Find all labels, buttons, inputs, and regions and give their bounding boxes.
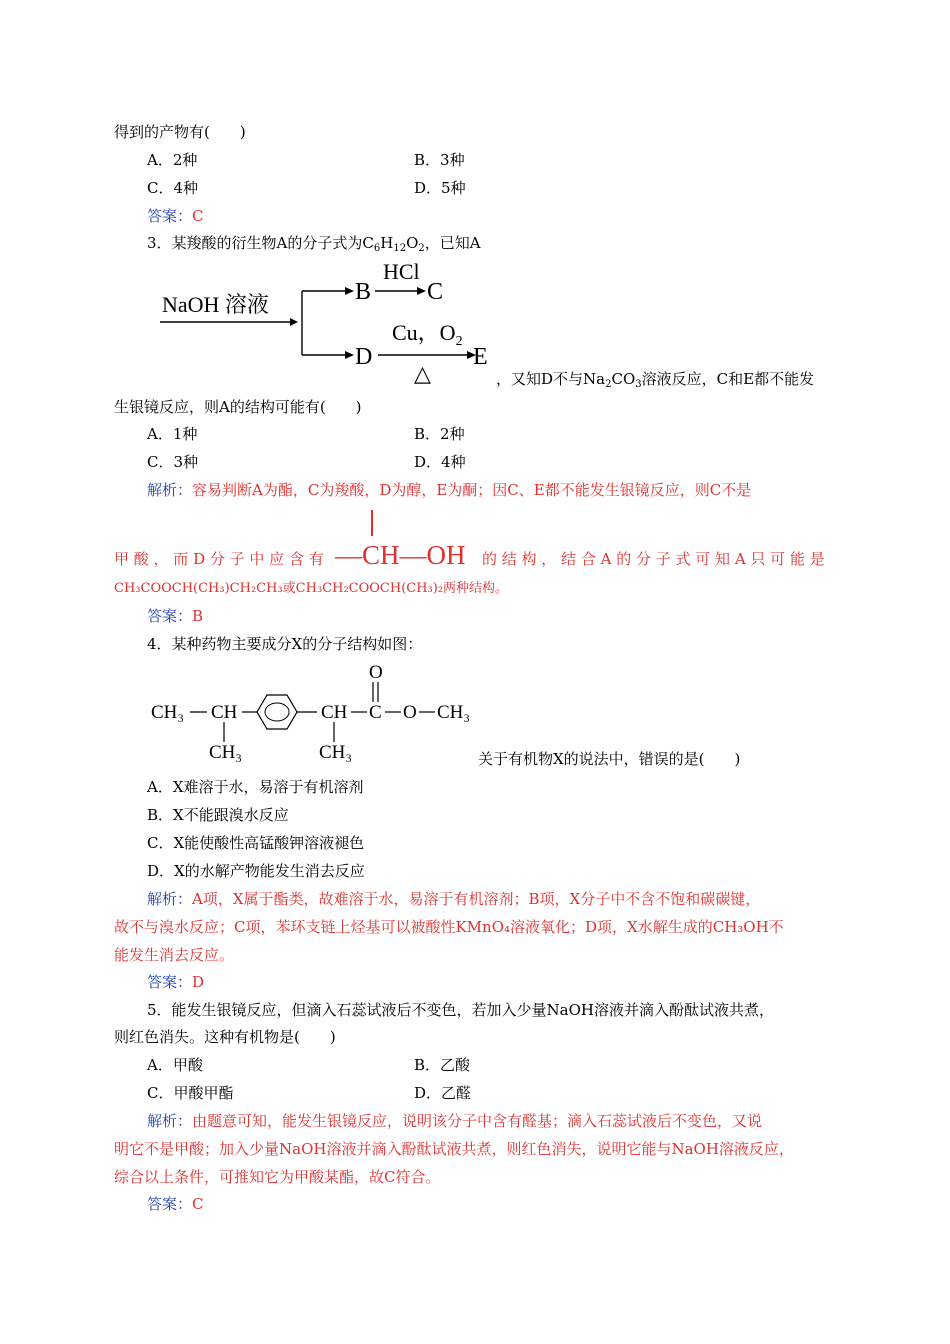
q5-stem-line2: 则红色消失。这种有机物是( ) — [114, 1028, 336, 1046]
q4-option-a: A．X难溶于水，易溶于有机溶剂 — [147, 778, 364, 796]
scheme-reagent-naoh: NaOH 溶液 — [162, 292, 269, 317]
scheme-cu-o2: Cu，$O_2$ — [392, 320, 463, 349]
svg-text:CH: CH — [321, 702, 348, 723]
q2-option-b: B．3种 — [414, 151, 465, 169]
scheme-e: E — [473, 344, 488, 370]
q2-stem: 得到的产物有( ) — [114, 123, 246, 141]
q3-reaction-scheme — [150, 256, 500, 388]
q4-question: 关于有机物X的说法中，错误的是( ) — [478, 750, 741, 768]
heat-symbol: △ — [414, 361, 431, 386]
scheme-d: D — [355, 344, 373, 370]
q5-option-d: D．乙醛 — [414, 1084, 472, 1102]
q3-stem-cont1: ，又知D不与$Na_2CO_3$溶液反应，C和E都不能发 — [496, 370, 815, 390]
scheme-c: C — [427, 279, 444, 305]
q2-option-a: A．2种 — [147, 151, 198, 169]
q4-answer: 答案：D — [147, 973, 205, 991]
svg-text:CH: CH — [211, 702, 238, 723]
q3-option-d: D．4种 — [414, 453, 466, 471]
q3-analysis-line3: CH₃COOCH(CH₃)CH₂CH₃或CH₃CH₂COOCH(CH₃)₂两种结构。 — [114, 581, 509, 596]
q4-structure-x — [145, 660, 485, 770]
q3-stem-cont2: 生银镜反应，则A的结构可能有( ) — [114, 398, 362, 416]
answer-label: 答案： — [147, 207, 193, 225]
answer-value: C — [192, 207, 204, 225]
q4-analysis-line2: 故不与溴水反应；C项，苯环支链上烃基可以被酸性KMnO₄溶液氧化；D项，X水解生成的CH₃OH不 — [114, 918, 784, 936]
q3-option-c: C．3种 — [147, 453, 199, 471]
q4-stem: 4．某种药物主要成分X的分子结构如图： — [147, 635, 423, 653]
q4-option-c: C．X能使酸性高锰酸钾溶液褪色 — [147, 834, 365, 852]
q2-option-c: C．4种 — [147, 179, 199, 197]
svg-text:CH₃: CH₃ — [151, 702, 185, 723]
q3-stem: 3．某羧酸的衍生物A的分子式为$C_6H_{12}O_2$，已知A — [147, 234, 481, 254]
q3-analysis-line2b: 的 结 构 ， 结 合 A 的 分 子 式 可 知 A 只 可 能 是 — [482, 550, 825, 568]
q5-answer: 答案：C — [147, 1195, 204, 1213]
q5-analysis-line1: 解析：由题意可知，能发生银镜反应，说明该分子中含有醛基；滴入石蕊试液后不变色，又说 — [147, 1112, 763, 1130]
scheme-hcl: HCl — [383, 259, 420, 284]
svg-text:O: O — [369, 662, 383, 683]
q5-option-a: A．甲酸 — [147, 1056, 203, 1074]
q3-option-b: B．2种 — [414, 425, 465, 443]
q4-option-b: B．X不能跟溴水反应 — [147, 806, 289, 824]
q3-answer: 答案：B — [147, 607, 204, 625]
svg-text:C: C — [369, 702, 382, 723]
svg-text:CH₃: CH₃ — [319, 742, 353, 763]
q5-analysis-line3: 综合以上条件，可推知它为甲酸某酯，故C符合。 — [114, 1168, 441, 1186]
q4-analysis-line1: 解析：A项，X属于酯类，故难溶于水，易溶于有机溶剂；B项，X分子中不含不饱和碳碳键， — [147, 890, 761, 908]
scheme-b: B — [355, 279, 372, 305]
q4-analysis-line3: 能发生消去反应。 — [114, 946, 235, 964]
bond-vertical — [371, 510, 373, 536]
q5-option-b: B．乙酸 — [414, 1056, 471, 1074]
q5-stem-line1: 5．能发生银镜反应，但滴入石蕊试液后不变色，若加入少量NaOH溶液并滴入酚酞试液共煮， — [147, 1001, 774, 1019]
svg-text:CH₃: CH₃ — [209, 742, 243, 763]
ch-oh-group: —CH—OH — [335, 540, 466, 570]
q3-analysis-line2a: 甲 酸 ， 而 D 分 子 中 应 含 有 — [114, 550, 324, 568]
q3-option-a: A．1种 — [147, 425, 198, 443]
q3-analysis-line1: 解析：容易判断A为酯，C为羧酸，D为醇，E为酮；因C、E都不能发生银镜反应，则C不是 — [147, 481, 752, 499]
svg-text:CH₃: CH₃ — [437, 702, 471, 723]
q2-option-d: D．5种 — [414, 179, 466, 197]
svg-text:O: O — [403, 702, 417, 723]
q5-option-c: C．甲酸甲酯 — [147, 1084, 234, 1102]
q4-option-d: D．X的水解产物能发生消去反应 — [147, 862, 365, 880]
q2-answer — [147, 206, 204, 226]
q5-analysis-line2: 明它不是甲酸；加入少量NaOH溶液并滴入酚酞试液共煮，则红色消失，说明它能与NaOH溶液反应， — [114, 1140, 794, 1158]
